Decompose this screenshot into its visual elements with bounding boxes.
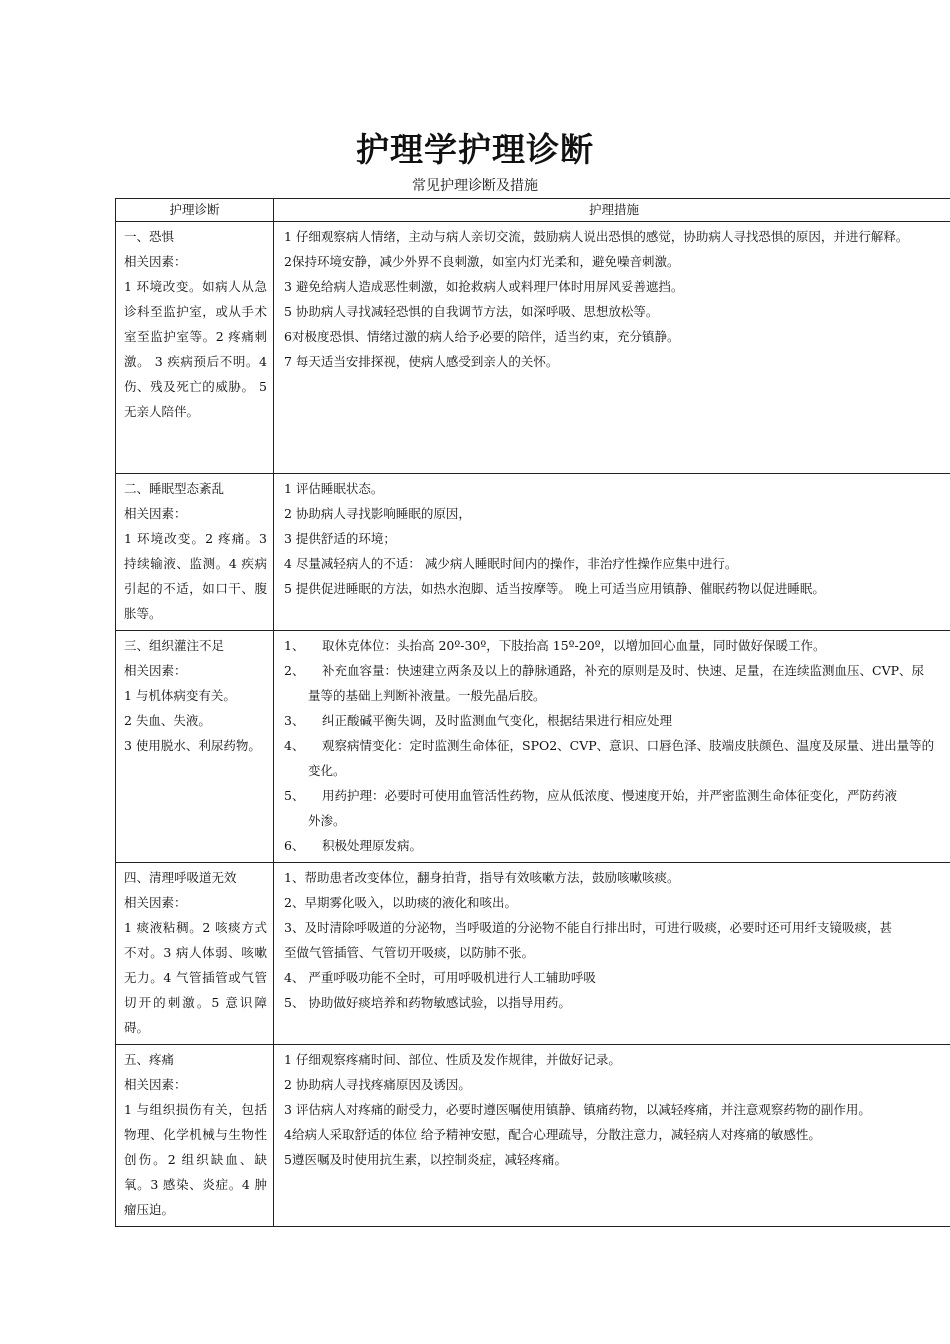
measure-item: 2 协助病人寻找影响睡眠的原因， xyxy=(284,506,471,521)
table-row xyxy=(116,863,950,1045)
diagnosis-title: 三、组织灌注不足 xyxy=(124,638,225,653)
measure-item: 5 提供促进睡眠的方法，如热水泡脚、适当按摩等。 晚上可适当应用镇静、催眠药物以促进睡眠。 xyxy=(284,581,825,596)
factors-text: 1 痰液粘稠。2 咳痰方式不对。3 病人体弱、咳嗽无力。4 气管插管或气管切开的刺激。5 意识障碍。 xyxy=(124,920,267,1035)
table-row xyxy=(116,631,950,863)
factors-text: 1 环境改变。如病人从急诊科至监护室，或从手术室至监护室等。2 疼痛刺激。 3 疾病预后不明。4 伤、残及死亡的威胁。 5 无亲人陪伴。 xyxy=(124,279,267,419)
measure-item: 1、帮助患者改变体位，翻身拍背，指导有效咳嗽方法，鼓励咳嗽咳痰。 xyxy=(284,870,680,885)
factors-item: 3 使用脱水、利尿药物。 xyxy=(124,738,261,753)
table-row xyxy=(116,474,950,631)
measure-item: 1 评估睡眠状态。 xyxy=(284,481,384,496)
measure-item: 5遵医嘱及时使用抗生素，以控制炎症，减轻疼痛。 xyxy=(284,1152,567,1167)
factors-label: 相关因素： xyxy=(124,506,187,521)
factors-item: 2 失血、失液。 xyxy=(124,713,211,728)
measure-item: 2 协助病人寻找疼痛原因及诱因。 xyxy=(284,1077,471,1092)
factors-label: 相关因素： xyxy=(124,1077,187,1092)
table-header-row xyxy=(116,199,950,222)
measure-item: 2、 补充血容量：快速建立两条及以上的静脉通路，补充的原则是及时、快速、足量，在连续监测血压、CVP、尿 xyxy=(284,663,925,678)
diagnosis-title: 五、疼痛 xyxy=(124,1052,175,1067)
measure-item: 2、早期雾化吸入，以助痰的液化和咳出。 xyxy=(284,895,517,910)
measure-item: 4 尽量减轻病人的不适： 减少病人睡眠时间内的操作，非治疗性操作应集中进行。 xyxy=(284,556,738,571)
measure-item: 5、 协助做好痰培养和药物敏感试验，以指导用药。 xyxy=(284,995,571,1010)
table-row xyxy=(116,222,950,474)
measure-item-continued: 至做气管插管、气管切开吸痰，以防肺不张。 xyxy=(284,945,535,960)
measure-item: 1、 取休克体位：头抬高 20º-30º，下肢抬高 15º-20º，以增加回心血量，同时做好保暖工作。 xyxy=(284,638,826,653)
measures-cell xyxy=(274,863,950,1045)
measure-item: 3、及时清除呼吸道的分泌物，当呼吸道的分泌物不能自行排出时，可进行吸痰，必要时还可用纤支镜吸痰，甚 xyxy=(284,920,892,935)
measure-item: 3、 纠正酸碱平衡失调，及时监测血气变化，根据结果进行相应处理 xyxy=(284,713,673,728)
measure-item: 1 仔细观察疼痛时间、部位、性质及发作规律，并做好记录。 xyxy=(284,1052,621,1067)
factors-item: 1 与机体病变有关。 xyxy=(124,688,236,703)
measure-item: 3 评估病人对疼痛的耐受力，必要时遵医嘱使用镇静、镇痛药物，以减轻疼痛，并注意观察药物的副作用。 xyxy=(284,1102,871,1117)
measure-item: 4给病人采取舒适的体位 给予精神安慰，配合心理疏导，分散注意力，减轻病人对疼痛的敏感性。 xyxy=(284,1127,821,1142)
diagnosis-cell xyxy=(116,863,274,1045)
nursing-diagnosis-table xyxy=(115,198,950,1227)
page-title: 护理学护理诊断 xyxy=(356,130,594,169)
measure-item-continued: 量等的基础上判断补液量。一般先晶后胶。 xyxy=(308,688,546,703)
table-row xyxy=(116,1045,950,1227)
header-measures: 护理措施 xyxy=(274,199,950,222)
measure-item: 4、 观察病情变化：定时监测生命体征，SPO2、CVP、意识、口唇色泽、肢端皮肤颜色、温度及尿量、进出量等的 xyxy=(284,738,935,753)
factors-label: 相关因素： xyxy=(124,254,187,269)
measure-item: 5、 用药护理：必要时可使用血管活性药物，应从低浓度、慢速度开始，并严密监测生命体征变化，严防药液 xyxy=(284,788,898,803)
diagnosis-cell xyxy=(116,631,274,863)
measure-item: 6、 积极处理原发病。 xyxy=(284,838,423,853)
diagnosis-cell xyxy=(116,222,274,474)
factors-label: 相关因素： xyxy=(124,895,187,910)
measure-item: 2保持环境安静，减少外界不良刺激，如室内灯光柔和，避免噪音刺激。 xyxy=(284,254,680,269)
header-diagnosis: 护理诊断 xyxy=(116,199,274,222)
diagnosis-title: 二、睡眠型态紊乱 xyxy=(124,481,225,496)
factors-text: 1 与组织损伤有关，包括物理、化学机械与生物性创伤。2 组织缺血、缺氧。3 感染、炎症。4 肿瘤压迫。 xyxy=(124,1102,267,1217)
page-subtitle: 常见护理诊断及措施 xyxy=(412,178,538,194)
measure-item: 4、 严重呼吸功能不全时，可用呼吸机进行人工辅助呼吸 xyxy=(284,970,596,985)
measure-item: 5 协助病人寻找减轻恐惧的自我调节方法，如深呼吸、思想放松等。 xyxy=(284,304,659,319)
measure-item: 6对极度恐惧、情绪过激的病人给予必要的陪伴，适当约束，充分镇静。 xyxy=(284,329,680,344)
diagnosis-cell xyxy=(116,1045,274,1227)
measure-item: 3 提供舒适的环境； xyxy=(284,531,396,546)
measure-item: 3 避免给病人造成恶性刺激，如抢救病人或料理尸体时用屏风妥善遮挡。 xyxy=(284,279,684,294)
measures-cell xyxy=(274,1045,950,1227)
measure-item: 1 仔细观察病人情绪，主动与病人亲切交流，鼓励病人说出恐惧的感觉，协助病人寻找恐惧的原因，并进行解释。 xyxy=(284,229,909,244)
measures-cell xyxy=(274,222,950,474)
measure-item: 7 每天适当安排探视，使病人感受到亲人的关怀。 xyxy=(284,354,559,369)
factors-text: 1 环境改变。2 疼痛。3 持续输液、监测。4 疾病引起的不适，如口干、腹胀等。 xyxy=(124,531,267,621)
measure-item-continued: 变化。 xyxy=(308,763,346,778)
diagnosis-title: 四、清理呼吸道无效 xyxy=(124,870,237,885)
diagnosis-title: 一、恐惧 xyxy=(124,229,175,244)
measures-cell xyxy=(274,631,950,863)
measure-item-continued: 外渗。 xyxy=(308,813,346,828)
measures-cell xyxy=(274,474,950,631)
factors-label: 相关因素： xyxy=(124,663,187,678)
diagnosis-cell xyxy=(116,474,274,631)
